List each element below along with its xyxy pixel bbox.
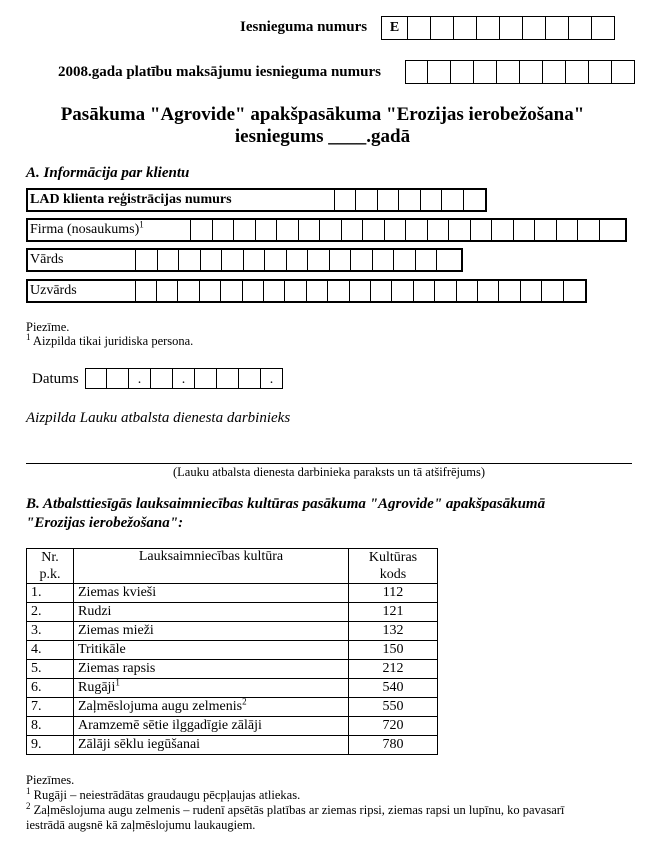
- digit-box[interactable]: [520, 60, 543, 84]
- digit-box[interactable]: [612, 60, 635, 84]
- date-label: Datums: [32, 371, 79, 387]
- digit-box[interactable]: [589, 60, 612, 84]
- table-row: [27, 717, 438, 736]
- row-crop: Rudzi: [74, 603, 349, 622]
- note-title: Piezīme.: [26, 320, 70, 334]
- row-nr: 6.: [27, 679, 74, 698]
- digit-box[interactable]: [500, 16, 523, 40]
- row-nr: 4.: [27, 641, 74, 660]
- digit-box[interactable]: [464, 190, 485, 210]
- note2-line1: $^2$ Zaļmēslojuma augu zelmenis – rudenī apsētās platības ar ziemas ripsi, ziemas rapsi un lupīnu, ko pavasarī: [26, 800, 565, 817]
- company-name-field[interactable]: [26, 218, 627, 242]
- row-nr: 5.: [27, 660, 74, 679]
- digit-box[interactable]: [566, 60, 589, 84]
- note2-line2: iestrādā augsnē kā zaļmēslojumu laukaugiem.: [26, 818, 256, 832]
- table-row: [27, 641, 438, 660]
- digit-box[interactable]: [431, 16, 454, 40]
- row-crop: Aramzemē sētie ilggadīgie zālāji: [74, 717, 349, 736]
- first-name-field[interactable]: [26, 248, 463, 272]
- digit-box[interactable]: [477, 16, 500, 40]
- row-code: 121: [349, 603, 438, 622]
- row-crop: Ziemas kvieši: [74, 584, 349, 603]
- row-code: 150: [349, 641, 438, 660]
- note-text: $^1$ Aizpilda tikai juridiska persona.: [26, 331, 194, 348]
- table-row: [27, 698, 438, 717]
- col-code: Kultūras kods: [349, 549, 438, 584]
- row-code: 212: [349, 660, 438, 679]
- table-row: [27, 622, 438, 641]
- row-code: 132: [349, 622, 438, 641]
- application-number-prefix: E: [381, 16, 408, 40]
- row-crop: Zaļmēslojuma augu zelmenis$^2$: [74, 698, 349, 717]
- note1: $^1$ Rugāji – neiestrādātas graudaugu pēcpļaujas atliekas.: [26, 785, 301, 802]
- row-crop: Rugāji$^1$: [74, 679, 349, 698]
- digit-box[interactable]: [428, 60, 451, 84]
- row-nr: 3.: [27, 622, 74, 641]
- section-b-heading-line1: B. Atbalsttiesīgās lauksaimniecības kultūras pasākuma "Agrovide" apakšpasākumā: [26, 496, 546, 512]
- col-crop: Lauksaimniecības kultūra: [74, 549, 349, 584]
- area-payment-number-boxes[interactable]: [405, 60, 635, 84]
- row-nr: 8.: [27, 717, 74, 736]
- form-title-line1: Pasākuma "Agrovide" apakšpasākuma "Erozijas ierobežošana": [60, 104, 585, 125]
- digit-box[interactable]: [421, 190, 442, 210]
- form-title-line2: iesniegums ____.gadā: [234, 126, 411, 147]
- row-nr: 7.: [27, 698, 74, 717]
- lad-registration-field[interactable]: [26, 188, 487, 212]
- application-number-label: Iesnieguma numurs: [240, 19, 368, 35]
- table-row: [27, 603, 438, 622]
- digit-box[interactable]: [546, 16, 569, 40]
- digit-box[interactable]: [523, 16, 546, 40]
- digit-box[interactable]: [474, 60, 497, 84]
- row-crop: Ziemas rapsis: [74, 660, 349, 679]
- digit-box[interactable]: [543, 60, 566, 84]
- row-crop: Ziemas mieži: [74, 622, 349, 641]
- digit-box[interactable]: [399, 190, 420, 210]
- application-number-boxes[interactable]: [381, 16, 615, 40]
- col-nr: Nr. p.k.: [27, 549, 74, 584]
- row-code: 550: [349, 698, 438, 717]
- row-nr: 9.: [27, 736, 74, 755]
- row-crop: Tritikāle: [74, 641, 349, 660]
- row-code: 540: [349, 679, 438, 698]
- notes-title: Piezīmes.: [26, 773, 75, 787]
- row-crop: Zālāji sēklu iegūšanai: [74, 736, 349, 755]
- digit-box[interactable]: [497, 60, 520, 84]
- row-nr: 2.: [27, 603, 74, 622]
- table-row: [27, 679, 438, 698]
- signature-caption: (Lauku atbalsta dienesta darbinieka paraksts un tā atšifrējums): [172, 465, 486, 479]
- digit-box[interactable]: [592, 16, 615, 40]
- digit-box[interactable]: [408, 16, 431, 40]
- last-name-label: Uzvārds: [28, 281, 136, 301]
- digit-box[interactable]: [454, 16, 477, 40]
- row-nr: 1.: [27, 584, 74, 603]
- lad-registration-label: LAD klienta reģistrācijas numurs: [28, 190, 335, 210]
- row-code: 720: [349, 717, 438, 736]
- first-name-label: Vārds: [28, 250, 136, 270]
- row-code: 112: [349, 584, 438, 603]
- table-row: [27, 584, 438, 603]
- row-code: 780: [349, 736, 438, 755]
- digit-box[interactable]: [378, 190, 399, 210]
- table-header-row: [27, 549, 438, 584]
- digit-box[interactable]: [451, 60, 474, 84]
- area-payment-label: 2008.gada platību maksājumu iesnieguma numurs: [58, 64, 381, 80]
- last-name-field[interactable]: [26, 279, 587, 303]
- digit-box[interactable]: [442, 190, 463, 210]
- table-row: [27, 736, 438, 755]
- section-a-heading: A. Informācija par klientu: [26, 165, 190, 181]
- official-fill-label: Aizpilda Lauku atbalsta dienesta darbinieks: [26, 410, 291, 426]
- digit-box[interactable]: [356, 190, 377, 210]
- section-b-heading-line2: "Erozijas ierobežošana":: [26, 515, 184, 531]
- crops-table: [26, 548, 438, 755]
- digit-box[interactable]: [569, 16, 592, 40]
- digit-box[interactable]: [405, 60, 428, 84]
- table-row: [27, 660, 438, 679]
- signature-line: [26, 463, 632, 464]
- date-field[interactable]: . . .: [85, 368, 283, 389]
- company-name-label: Firma (nosaukums)$^1$: [28, 220, 191, 240]
- digit-box[interactable]: [335, 190, 356, 210]
